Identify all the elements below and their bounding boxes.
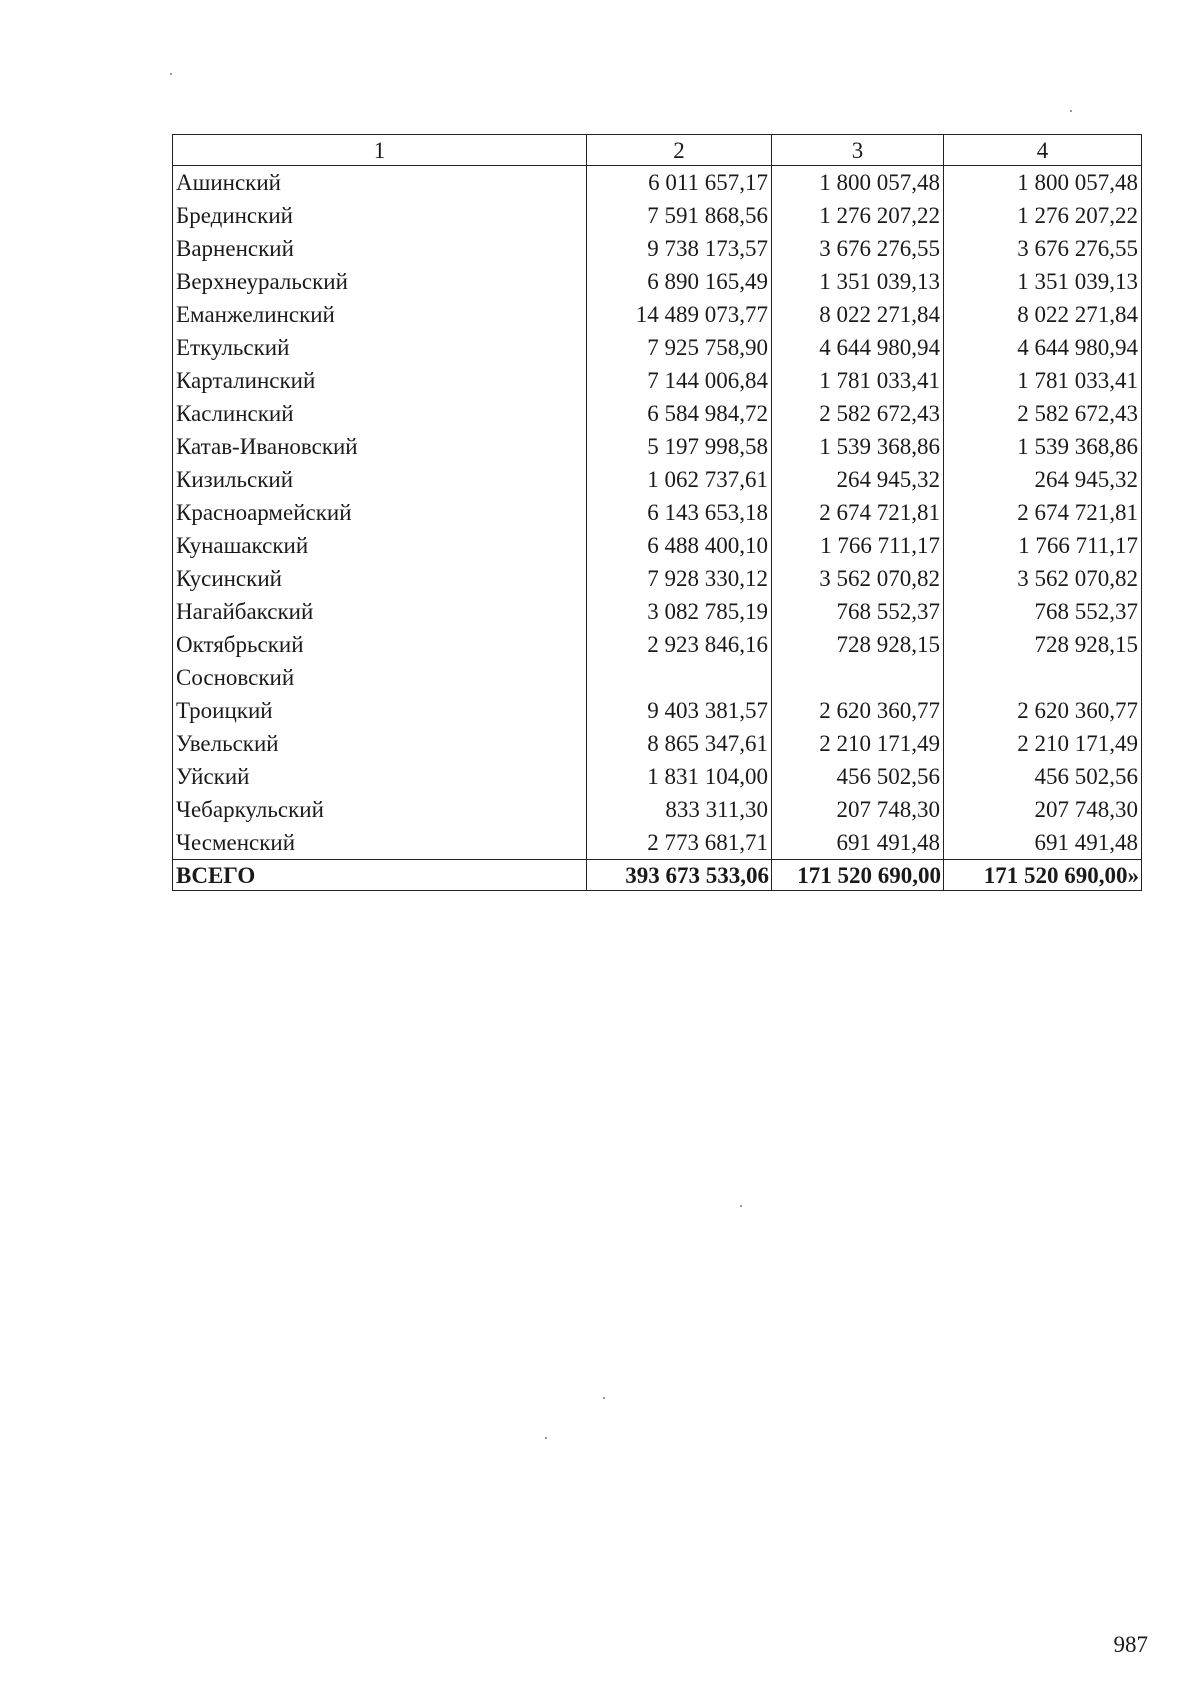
table-row	[173, 760, 1142, 793]
table-row	[173, 166, 1142, 200]
column-4-value: 3 676 276,55	[944, 232, 1142, 265]
table-row	[173, 793, 1142, 826]
district-name: Брединский	[173, 199, 587, 232]
column-4-value: 8 022 271,84	[944, 298, 1142, 331]
district-name: Еткульский	[173, 331, 587, 364]
total-label: ВСЕГО	[173, 860, 587, 891]
header-cell: 2	[587, 135, 772, 166]
scan-speck	[1070, 110, 1072, 112]
column-2-value: 3 082 785,19	[587, 595, 772, 628]
table-row	[173, 661, 1142, 694]
total-column-3: 171 520 690,00	[772, 860, 944, 891]
district-name: Катав-Ивановский	[173, 430, 587, 463]
column-2-value: 1 062 737,61	[587, 463, 772, 496]
district-name: Нагайбакский	[173, 595, 587, 628]
budget-table	[172, 134, 1142, 891]
column-3-value: 768 552,37	[772, 595, 944, 628]
column-4-value: 2 620 360,77	[944, 694, 1142, 727]
column-2-value: 8 865 347,61	[587, 727, 772, 760]
table-row	[173, 694, 1142, 727]
total-column-4: 171 520 690,00»	[944, 860, 1142, 891]
column-3-value: 1 800 057,48	[772, 166, 944, 200]
district-name: Карталинский	[173, 364, 587, 397]
column-2-value: 9 738 173,57	[587, 232, 772, 265]
table-row	[173, 364, 1142, 397]
table-row	[173, 397, 1142, 430]
district-name: Красноармейский	[173, 496, 587, 529]
table-row	[173, 265, 1142, 298]
column-4-value: 2 582 672,43	[944, 397, 1142, 430]
column-3-value: 728 928,15	[772, 628, 944, 661]
column-2-value: 6 143 653,18	[587, 496, 772, 529]
header-cell: 1	[173, 135, 587, 166]
column-4-value: 691 491,48	[944, 826, 1142, 860]
district-name: Чебаркульский	[173, 793, 587, 826]
column-4-value	[944, 661, 1142, 694]
column-2-value: 7 928 330,12	[587, 562, 772, 595]
column-3-value: 1 766 711,17	[772, 529, 944, 562]
table-row	[173, 298, 1142, 331]
scan-speck	[170, 73, 172, 75]
column-4-value: 4 644 980,94	[944, 331, 1142, 364]
column-4-value: 728 928,15	[944, 628, 1142, 661]
district-name: Ашинский	[173, 166, 587, 200]
column-3-value: 3 562 070,82	[772, 562, 944, 595]
table-row	[173, 331, 1142, 364]
table-row	[173, 826, 1142, 860]
column-3-value: 4 644 980,94	[772, 331, 944, 364]
scan-speck	[603, 1397, 605, 1399]
column-3-value: 8 022 271,84	[772, 298, 944, 331]
column-2-value: 1 831 104,00	[587, 760, 772, 793]
table-body	[173, 166, 1142, 891]
district-name: Варненский	[173, 232, 587, 265]
column-3-value: 2 582 672,43	[772, 397, 944, 430]
column-2-value: 14 489 073,77	[587, 298, 772, 331]
column-4-value: 1 351 039,13	[944, 265, 1142, 298]
column-3-value: 207 748,30	[772, 793, 944, 826]
column-2-value: 5 197 998,58	[587, 430, 772, 463]
district-name: Еманжелинский	[173, 298, 587, 331]
column-3-value: 2 210 171,49	[772, 727, 944, 760]
table-row	[173, 430, 1142, 463]
table-row	[173, 199, 1142, 232]
column-2-value: 6 488 400,10	[587, 529, 772, 562]
column-2-value: 9 403 381,57	[587, 694, 772, 727]
table-row	[173, 562, 1142, 595]
column-2-value	[587, 661, 772, 694]
district-name: Октябрьский	[173, 628, 587, 661]
district-name: Кунашакский	[173, 529, 587, 562]
column-2-value: 6 890 165,49	[587, 265, 772, 298]
column-4-value: 1 766 711,17	[944, 529, 1142, 562]
table-row	[173, 727, 1142, 760]
column-2-value: 2 773 681,71	[587, 826, 772, 860]
column-3-value: 1 539 368,86	[772, 430, 944, 463]
column-4-value: 1 781 033,41	[944, 364, 1142, 397]
column-4-value: 264 945,32	[944, 463, 1142, 496]
column-4-value: 1 800 057,48	[944, 166, 1142, 200]
column-4-value: 2 210 171,49	[944, 727, 1142, 760]
page-number: 987	[1113, 1632, 1148, 1657]
column-2-value: 7 925 758,90	[587, 331, 772, 364]
column-2-value: 7 144 006,84	[587, 364, 772, 397]
column-3-value: 2 620 360,77	[772, 694, 944, 727]
district-name: Троицкий	[173, 694, 587, 727]
district-name: Кизильский	[173, 463, 587, 496]
district-name: Каслинский	[173, 397, 587, 430]
column-3-value: 264 945,32	[772, 463, 944, 496]
district-name: Чесменский	[173, 826, 587, 860]
column-3-value	[772, 661, 944, 694]
table-row	[173, 232, 1142, 265]
table-row	[173, 496, 1142, 529]
table-row	[173, 529, 1142, 562]
column-2-value: 6 584 984,72	[587, 397, 772, 430]
column-4-value: 768 552,37	[944, 595, 1142, 628]
table-row	[173, 463, 1142, 496]
scan-speck	[545, 1437, 547, 1439]
column-3-value: 2 674 721,81	[772, 496, 944, 529]
total-column-2: 393 673 533,06	[587, 860, 772, 891]
scan-speck	[740, 1205, 742, 1207]
total-row	[173, 860, 1142, 891]
header-cell: 4	[944, 135, 1142, 166]
column-3-value: 691 491,48	[772, 826, 944, 860]
column-4-value: 2 674 721,81	[944, 496, 1142, 529]
table-row	[173, 595, 1142, 628]
column-3-value: 456 502,56	[772, 760, 944, 793]
district-name: Кусинский	[173, 562, 587, 595]
column-3-value: 1 276 207,22	[772, 199, 944, 232]
column-2-value: 833 311,30	[587, 793, 772, 826]
column-4-value: 1 539 368,86	[944, 430, 1142, 463]
column-3-value: 1 351 039,13	[772, 265, 944, 298]
column-3-value: 3 676 276,55	[772, 232, 944, 265]
district-name: Уйский	[173, 760, 587, 793]
column-3-value: 1 781 033,41	[772, 364, 944, 397]
column-2-value: 6 011 657,17	[587, 166, 772, 200]
column-2-value: 7 591 868,56	[587, 199, 772, 232]
district-name: Сосновский	[173, 661, 587, 694]
header-row	[173, 135, 1142, 166]
column-4-value: 207 748,30	[944, 793, 1142, 826]
table-row	[173, 628, 1142, 661]
column-4-value: 3 562 070,82	[944, 562, 1142, 595]
district-name: Увельский	[173, 727, 587, 760]
header-cell: 3	[772, 135, 944, 166]
column-4-value: 1 276 207,22	[944, 199, 1142, 232]
column-2-value: 2 923 846,16	[587, 628, 772, 661]
column-4-value: 456 502,56	[944, 760, 1142, 793]
district-name: Верхнеуральский	[173, 265, 587, 298]
